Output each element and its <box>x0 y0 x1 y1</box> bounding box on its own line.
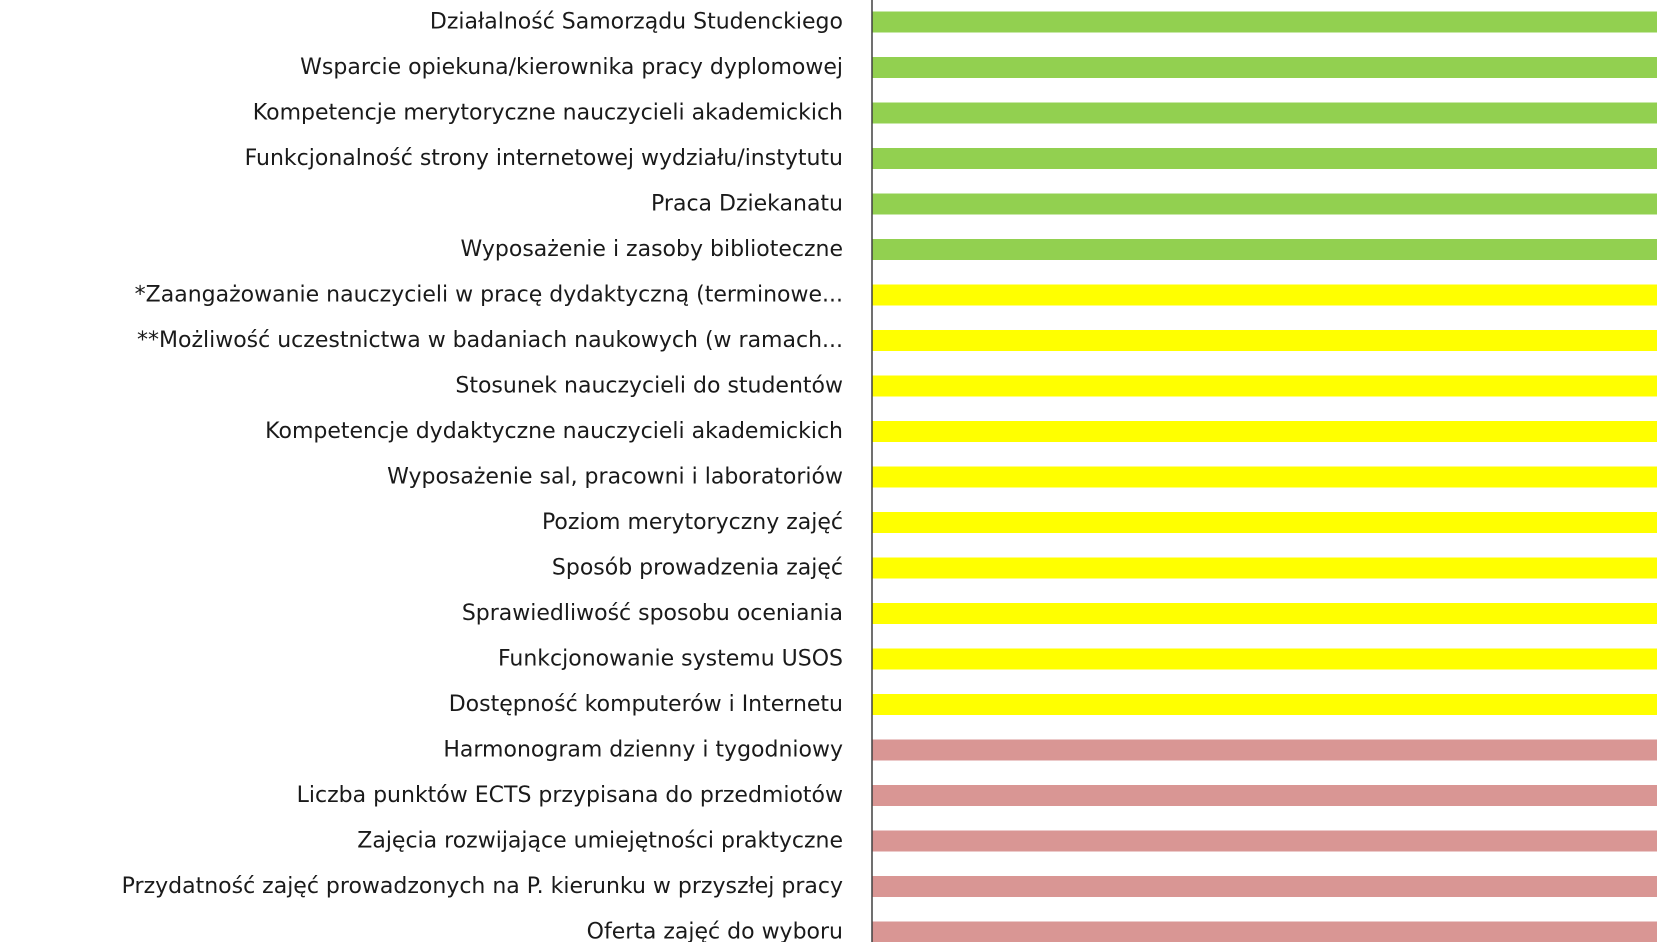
bar <box>872 194 1657 215</box>
bar <box>872 558 1657 579</box>
category-label: Wsparcie opiekuna/kierownika pracy dyplomowej <box>300 55 843 80</box>
category-label: Liczba punktów ECTS przypisana do przedmiotów <box>296 783 843 808</box>
category-label: Stosunek nauczycieli do studentów <box>455 373 843 399</box>
bar <box>872 694 1657 715</box>
bar <box>872 421 1657 442</box>
category-label: **Możliwość uczestnictwa w badaniach naukowych (w ramach... <box>137 328 843 353</box>
category-label: Dostępność komputerów i Internetu <box>448 692 843 717</box>
category-label: Harmonogram dzienny i tygodniowy <box>443 737 843 763</box>
bar <box>872 512 1657 533</box>
bar <box>872 603 1657 624</box>
category-label: Wyposażenie i zasoby biblioteczne <box>460 237 843 262</box>
bar <box>872 876 1657 897</box>
bar <box>872 148 1657 169</box>
category-label: Poziom merytoryczny zajęć <box>541 510 843 535</box>
category-label: *Zaangażowanie nauczycieli w pracę dydaktyczną (terminowe... <box>134 282 843 308</box>
category-label: Działalność Samorządu Studenckiego <box>429 9 843 35</box>
bar <box>872 922 1657 942</box>
category-label: Funkcjonowanie systemu USOS <box>497 646 843 672</box>
category-label: Sprawiedliwość sposobu oceniania <box>461 601 843 626</box>
bars <box>872 12 1657 942</box>
bar <box>872 467 1657 488</box>
bar <box>872 239 1657 260</box>
bar <box>872 330 1657 351</box>
category-label: Oferta zajęć do wyboru <box>586 919 843 942</box>
bar <box>872 649 1657 670</box>
bar <box>872 285 1657 306</box>
bar <box>872 12 1657 33</box>
category-label: Kompetencje dydaktyczne nauczycieli akademickich <box>265 419 843 444</box>
category-label: Przydatność zajęć prowadzonych na P. kierunku w przyszłej pracy <box>121 874 843 899</box>
bar <box>872 831 1657 852</box>
category-label: Zajęcia rozwijające umiejętności praktyczne <box>357 828 843 854</box>
bar <box>872 785 1657 806</box>
bar <box>872 103 1657 124</box>
category-label: Sposób prowadzenia zajęć <box>551 555 843 581</box>
category-label: Praca Dziekanatu <box>651 191 843 217</box>
category-label: Kompetencje merytoryczne nauczycieli akademickich <box>252 100 843 126</box>
category-labels <box>122 10 843 942</box>
bar <box>872 376 1657 397</box>
category-label: Funkcjonalność strony internetowej wydziału/instytutu <box>244 146 843 171</box>
bar <box>872 57 1657 78</box>
bar <box>872 740 1657 761</box>
category-label: Wyposażenie sal, pracowni i laboratoriów <box>387 464 843 490</box>
